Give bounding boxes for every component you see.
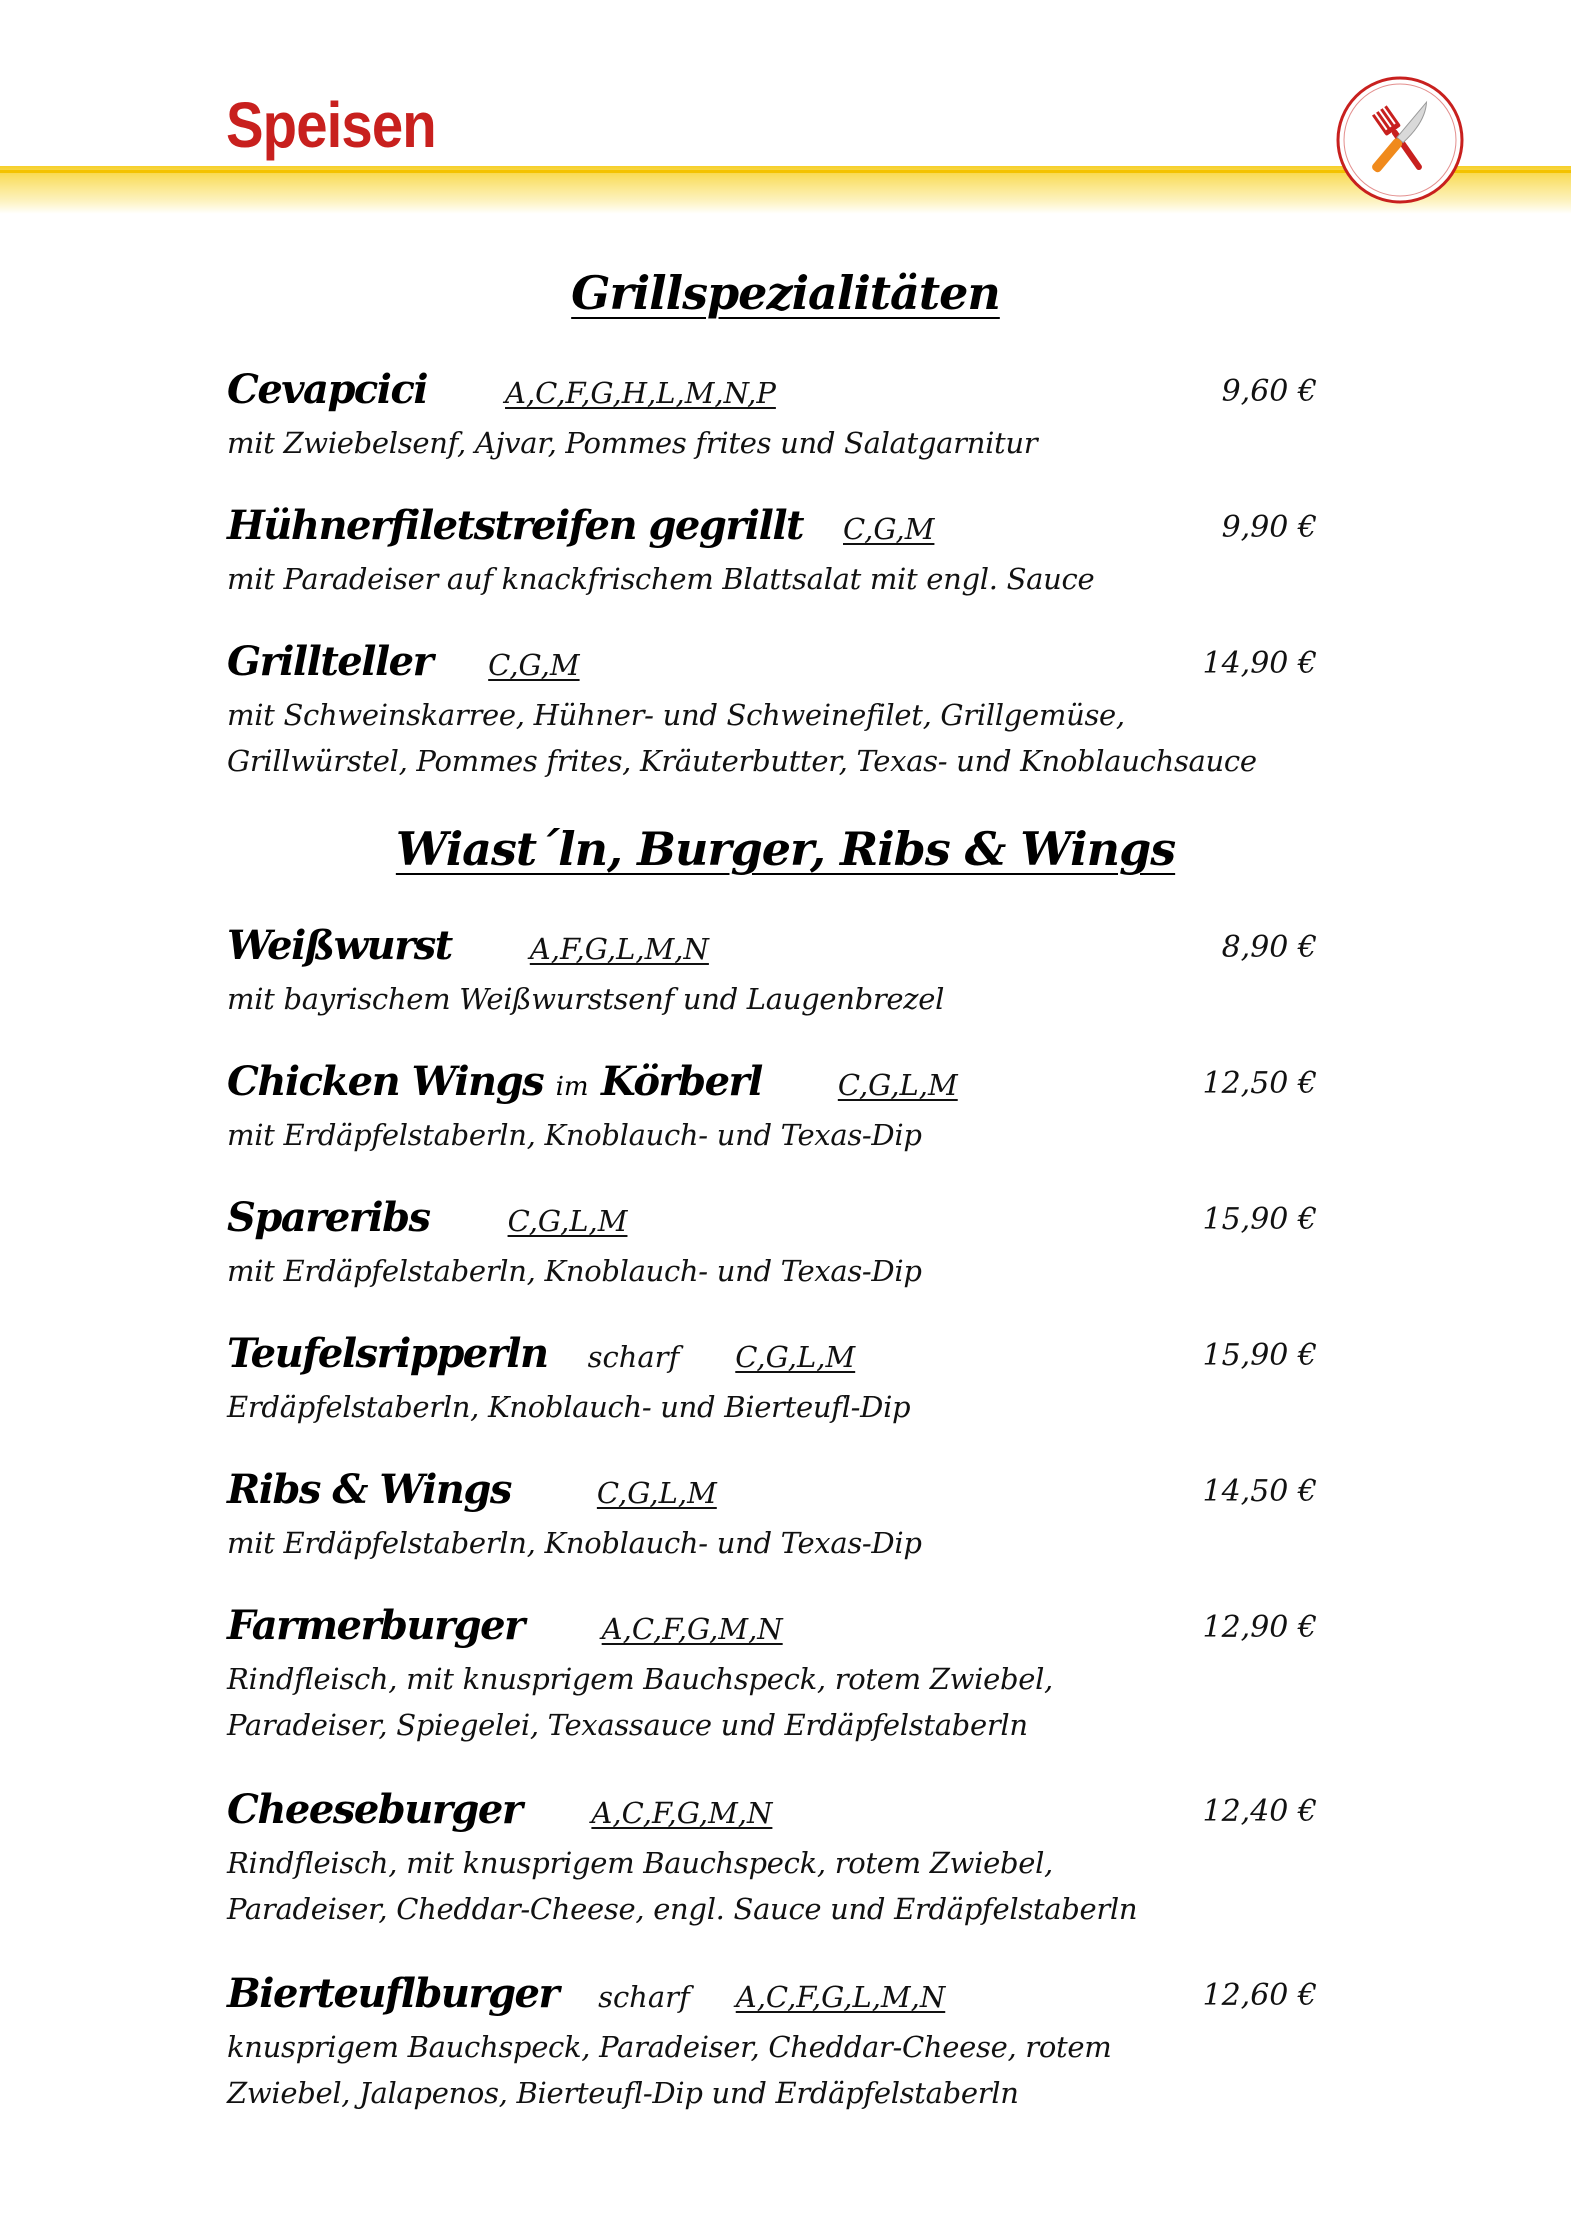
item-price: 12,60 €	[1202, 1978, 1317, 2013]
menu-item-teufelsripperln	[227, 1330, 1317, 1430]
menu-item-farmerburger	[227, 1602, 1317, 1748]
item-price: 12,40 €	[1202, 1794, 1317, 1829]
item-note-scharf: scharf	[587, 1340, 680, 1374]
item-name: Hühnerfiletstreifen gegrillt	[227, 502, 803, 549]
item-name: Cevapcici	[227, 366, 428, 413]
page-title: Speisen	[226, 89, 436, 161]
menu-item-huehnerfiletstreifen	[227, 502, 1317, 602]
item-description: mit Paradeiser auf knackfrischem Blattsalat mit engl. Sauce	[227, 562, 1095, 596]
item-description: Erdäpfelstaberln, Knoblauch- und Bierteufl-Dip	[227, 1390, 911, 1424]
item-name-part: Körberl	[600, 1058, 762, 1105]
section-title-grillspezialitaeten: Grillspezialitäten	[571, 266, 1000, 320]
section-title-wiastln-burger-ribs-wings: Wiast´ln, Burger, Ribs & Wings	[395, 822, 1176, 876]
item-name	[227, 1058, 762, 1105]
item-name: Cheeseburger	[227, 1786, 522, 1833]
item-description: mit Schweinskarree, Hühner- und Schweinefilet, Grillgemüse,	[227, 698, 1125, 732]
item-name: Weißwurst	[227, 922, 452, 969]
item-price: 8,90 €	[1221, 930, 1317, 965]
item-name: Farmerburger	[227, 1602, 524, 1649]
item-price: 9,90 €	[1221, 510, 1317, 545]
item-description: mit Erdäpfelstaberln, Knoblauch- und Texas-Dip	[227, 1118, 922, 1152]
menu-item-chicken-wings	[227, 1058, 1317, 1158]
page-header	[0, 0, 1571, 230]
item-description: mit Erdäpfelstaberln, Knoblauch- und Texas-Dip	[227, 1526, 922, 1560]
item-description: Paradeiser, Spiegelei, Texassauce und Erdäpfelstaberln	[227, 1708, 1028, 1742]
item-allergens: C,G,L,M	[837, 1068, 958, 1102]
item-description: mit Zwiebelsenf, Ajvar, Pommes frites und Salatgarnitur	[227, 426, 1038, 460]
item-description: Grillwürstel, Pommes frites, Kräuterbutter, Texas- und Knoblauchsauce	[227, 744, 1257, 778]
item-name: Ribs & Wings	[227, 1466, 511, 1513]
item-description: mit Erdäpfelstaberln, Knoblauch- und Texas-Dip	[227, 1254, 922, 1288]
item-allergens: A,F,G,L,M,N	[529, 932, 709, 966]
item-allergens: A,C,F,G,L,M,N	[735, 1980, 946, 2014]
item-allergens: C,G,M	[843, 512, 935, 546]
item-allergens: C,G,L,M	[507, 1204, 628, 1238]
item-name-part: im	[555, 1072, 589, 1102]
item-price: 12,50 €	[1202, 1066, 1317, 1101]
item-allergens: A,C,F,G,H,L,M,N,P	[505, 376, 776, 410]
item-price: 12,90 €	[1202, 1610, 1317, 1645]
menu-item-spareribs	[227, 1194, 1317, 1294]
item-name: Teufelsripperln	[227, 1330, 548, 1377]
item-note-scharf: scharf	[598, 1980, 690, 2014]
item-price: 14,50 €	[1202, 1474, 1317, 1509]
item-description: Zwiebel, Jalapenos, Bierteufl-Dip und Erdäpfelstaberln	[227, 2076, 1019, 2110]
item-description: mit bayrischem Weißwurstsenf und Laugenbrezel	[227, 982, 945, 1016]
item-description: Rindfleisch, mit knusprigem Bauchspeck, rotem Zwiebel,	[227, 1662, 1053, 1696]
menu-item-grillteller	[227, 638, 1317, 784]
item-description: Paradeiser, Cheddar-Cheese, engl. Sauce und Erdäpfelstaberln	[227, 1892, 1138, 1926]
fork-knife-plate-icon	[1330, 70, 1470, 210]
item-allergens: A,C,F,G,M,N	[601, 1612, 783, 1646]
menu-item-ribs-wings	[227, 1466, 1317, 1566]
menu-item-cevapcici	[227, 366, 1317, 466]
item-name: Bierteuflburger	[227, 1970, 559, 2017]
item-name: Spareribs	[227, 1194, 430, 1241]
item-allergens: A,C,F,G,M,N	[591, 1796, 773, 1830]
menu-item-weisswurst	[227, 922, 1317, 1022]
item-description: knusprigem Bauchspeck, Paradeiser, Cheddar-Cheese, rotem	[227, 2030, 1112, 2064]
item-allergens: C,G,M	[488, 648, 580, 682]
item-price: 15,90 €	[1202, 1202, 1317, 1237]
item-description: Rindfleisch, mit knusprigem Bauchspeck, rotem Zwiebel,	[227, 1846, 1053, 1880]
menu-item-bierteuflburger	[227, 1970, 1317, 2116]
item-name-part: Chicken Wings	[227, 1058, 544, 1105]
item-price: 14,90 €	[1202, 646, 1317, 681]
item-price: 9,60 €	[1221, 374, 1317, 409]
item-allergens: C,G,L,M	[596, 1476, 717, 1510]
item-name: Grillteller	[227, 638, 433, 685]
menu-item-cheeseburger	[227, 1786, 1317, 1932]
item-allergens: C,G,L,M	[735, 1340, 856, 1374]
item-price: 15,90 €	[1202, 1338, 1317, 1373]
